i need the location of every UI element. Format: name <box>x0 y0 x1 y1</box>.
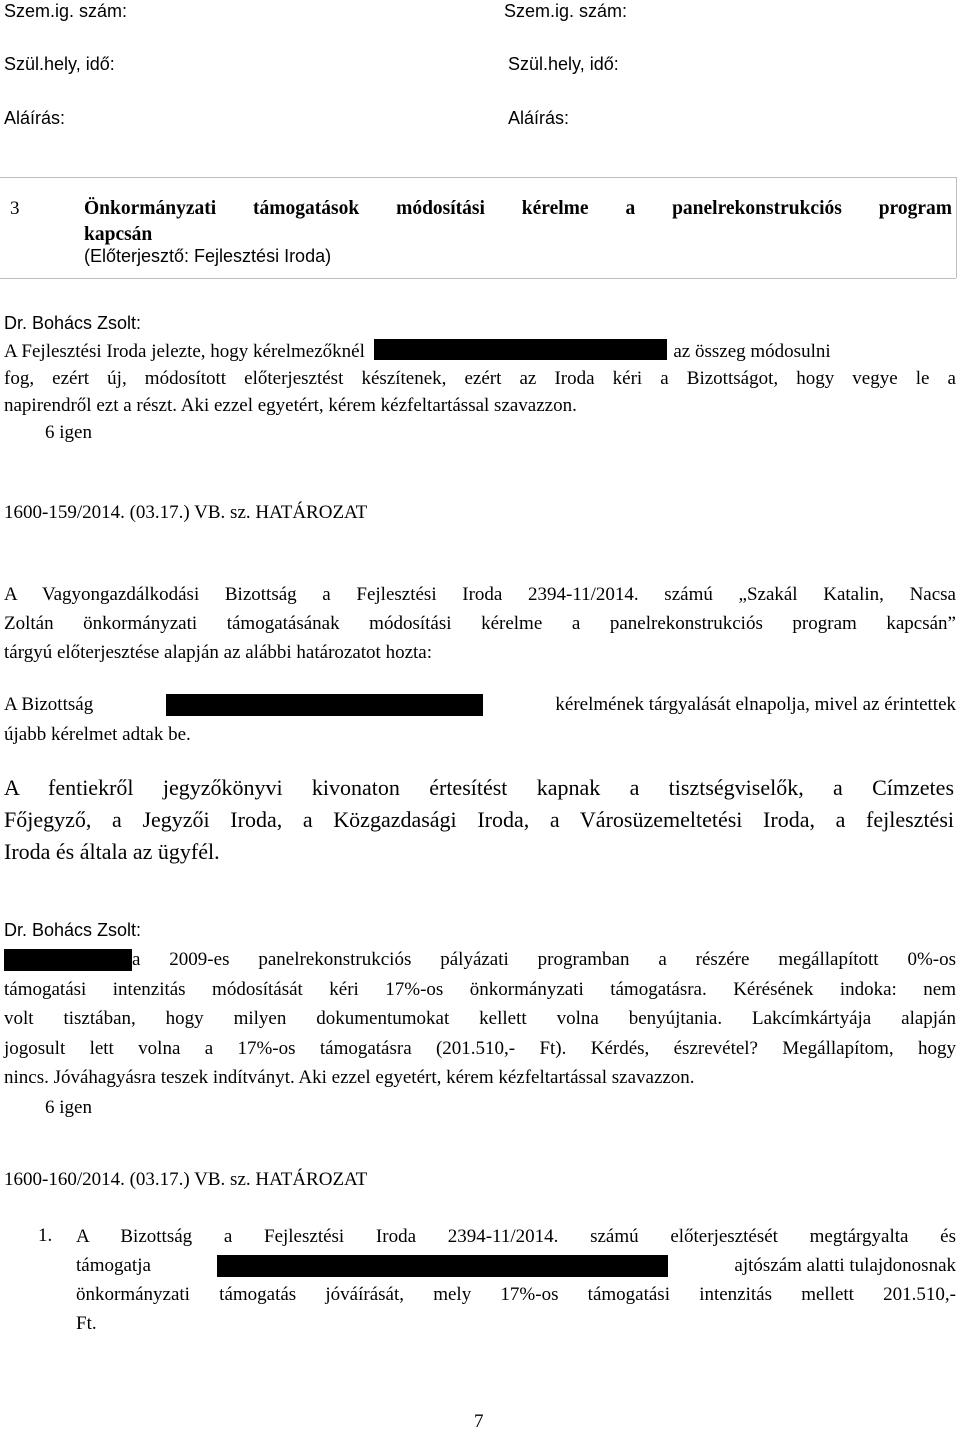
speech2-line4: jogosult lett volna a 17%-os támogatásra (201.510,- Ft). Kérdés, észrevétel? Megállapítom, hogy <box>4 1037 956 1059</box>
agenda-title-line2: kapcsán <box>84 224 153 245</box>
left-birth-label: Szül.hely, idő: <box>4 54 115 74</box>
speech2-line5: nincs. Jóváhagyásra teszek indítványt. Aki ezzel egyetért, kérem kézfeltartással szavazzon. <box>4 1067 695 1088</box>
list-item-line2-start: támogatja <box>76 1255 151 1276</box>
redacted-address-block <box>217 1255 668 1277</box>
speech-line1-start: A Fejlesztési Iroda jelezte, hogy kérelmezőknél <box>4 341 365 362</box>
decision-line2: újabb kérelmet adtak be. <box>4 724 191 745</box>
speech2-line1-text: a 2009-es panelrekonstrukciós pályázati programban a részére megállapított 0%-os <box>132 949 956 970</box>
resolution-line3: tárgyú előterjesztése alapján az alábbi határozatot hozta: <box>4 642 432 663</box>
speaker-name: Dr. Bohács Zsolt: <box>4 313 142 333</box>
right-signature-label: Aláírás: <box>508 108 570 128</box>
speech-paragraph <box>4 338 956 446</box>
resolution-heading-2: 1600-160/2014. (03.17.) VB. sz. HATÁROZAT <box>4 1169 368 1190</box>
agenda-item-title <box>84 196 952 248</box>
speech-paragraph-2 <box>4 945 956 1122</box>
agenda-item-box-edge <box>956 177 957 278</box>
speech2-line1 <box>4 945 956 975</box>
redacted-name-block <box>374 339 667 360</box>
redacted-name-block <box>166 694 483 716</box>
vote-result-2: 6 igen <box>45 1096 92 1118</box>
list-item-line2-end: ajtószám alatti tulajdonosnak <box>734 1255 956 1276</box>
vote-result: 6 igen <box>45 422 92 443</box>
list-item <box>76 1222 956 1338</box>
resolution-paragraph <box>4 580 956 667</box>
agenda-item-number: 3 <box>10 198 20 219</box>
speech-line2: fog, ezért új, módosított előterjesztést készítenek, ezért az Iroda kéri a Bizottságot, hogy vegye le a <box>4 368 956 389</box>
resolution-line1: A Vagyongazdálkodási Bizottság a Fejlesztési Iroda 2394-11/2014. számú „Szakál Katalin, Nacsa <box>4 584 956 605</box>
agenda-title-line1: Önkormányzati támogatások módosítási kérelme a panelrekonstrukciós program <box>84 198 952 219</box>
speaker-name-2: Dr. Bohács Zsolt: <box>4 920 142 940</box>
page-number: 7 <box>474 1411 484 1432</box>
resolution-heading: 1600-159/2014. (03.17.) VB. sz. HATÁROZAT <box>4 502 368 523</box>
notice-paragraph <box>4 772 954 868</box>
speech-line3: napirendről ezt a részt. Aki ezzel egyetért, kérem kézfeltartással szavazzon. <box>4 395 577 416</box>
decision-line1 <box>4 690 956 720</box>
resolution-line2: Zoltán önkormányzati támogatásának módosítási kérelme a panelrekonstrukciós program kapcsán” <box>4 613 956 634</box>
list-item-line1: A Bizottság a Fejlesztési Iroda 2394-11/2014. számú előterjesztését megtárgyalta és <box>76 1226 956 1247</box>
list-item-line3: önkormányzati támogatás jóváírását, mely 17%-os támogatási intenzitás mellett 201.510,- <box>76 1284 956 1305</box>
decision-line1-start: A Bizottság <box>4 694 94 715</box>
left-signature-label: Aláírás: <box>4 108 66 128</box>
right-id-number-label: Szem.ig. szám: <box>504 1 628 21</box>
decision-paragraph <box>4 690 956 750</box>
left-id-number-label: Szem.ig. szám: <box>4 1 128 21</box>
speech2-line2: támogatási intenzitás módosítását kéri 17%-os önkormányzati támogatásra. Kérésének indoka: nem <box>4 978 956 1000</box>
redacted-name-block <box>4 949 132 971</box>
agenda-item-presenter: (Előterjesztő: Fejlesztési Iroda) <box>84 246 332 266</box>
speech-line1 <box>4 338 956 365</box>
notice-line1: A fentiekről jegyzőkönyvi kivonaton értesítést kapnak a tisztségviselők, a Címzetes <box>4 775 954 800</box>
list-item-line2 <box>76 1251 956 1280</box>
notice-line2: Főjegyző, a Jegyzői Iroda, a Közgazdasági Iroda, a Városüzemeltetési Iroda, a fejlesztési <box>4 807 954 832</box>
speech-line1-end: az összeg módosulni <box>673 341 831 362</box>
right-birth-label: Szül.hely, idő: <box>508 54 619 74</box>
decision-line1-end: kérelmének tárgyalását elnapolja, mivel az érintettek <box>555 694 956 715</box>
list-item-line4: Ft. <box>76 1313 97 1334</box>
notice-line3: Iroda és általa az ügyfél. <box>4 839 220 864</box>
speech2-line3: volt tisztában, hogy milyen dokumentumokat kellett volna benyújtania. Lakcímkártyája alapján <box>4 1008 956 1029</box>
list-item-number: 1. <box>38 1225 53 1246</box>
